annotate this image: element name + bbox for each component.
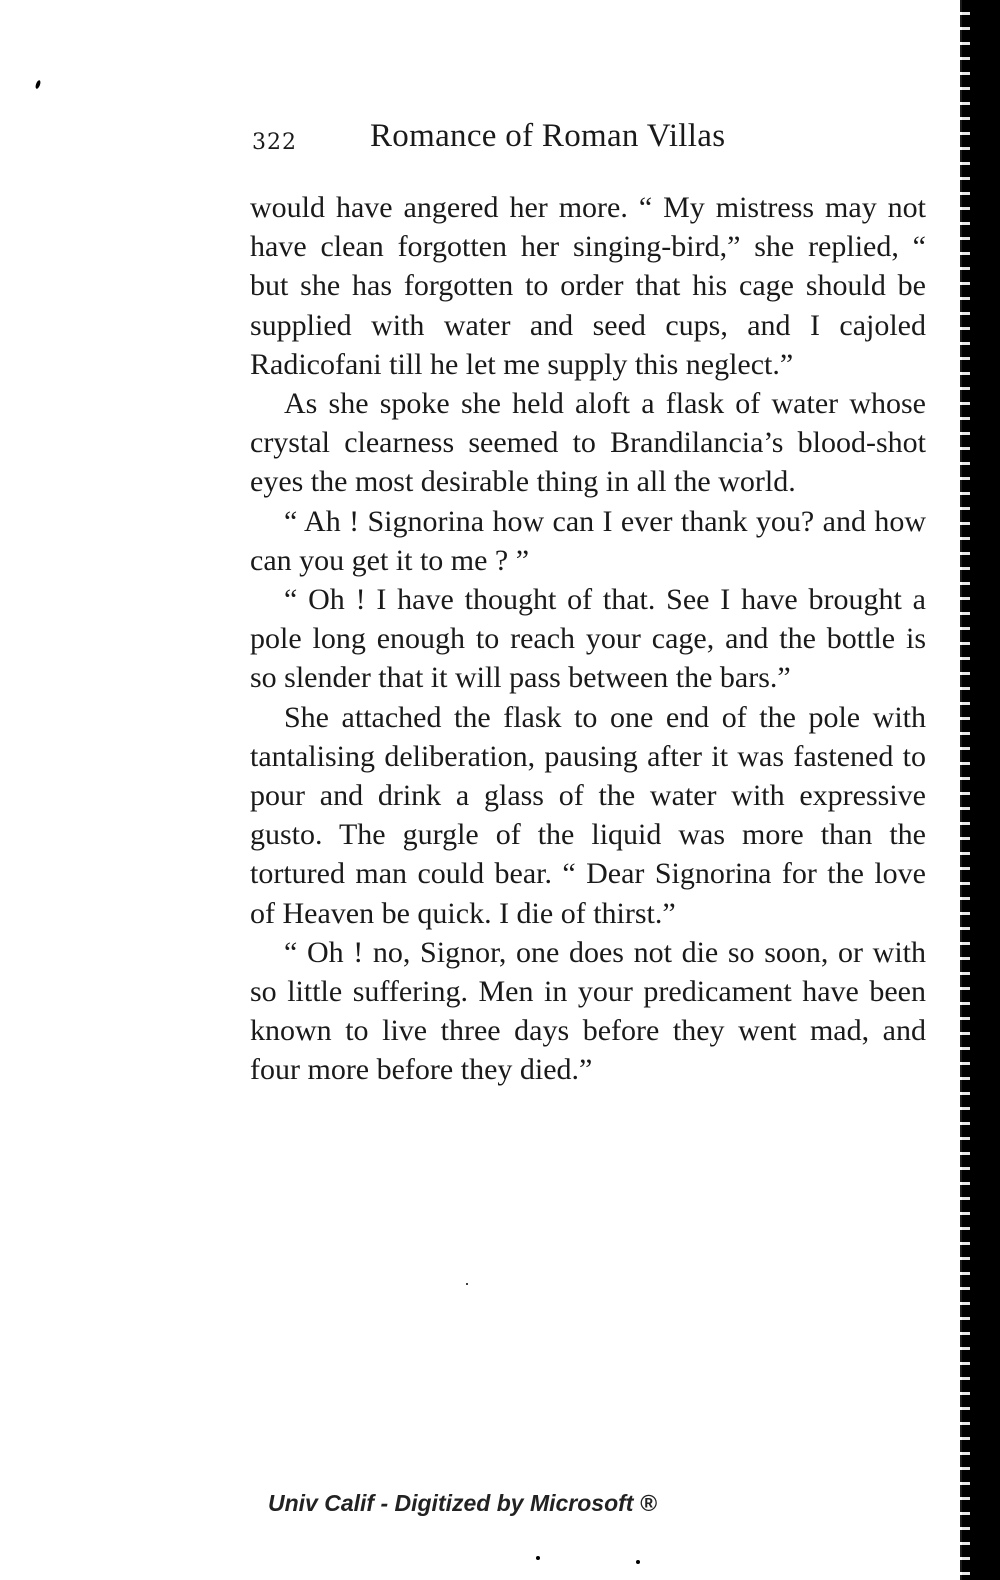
paragraph: She attached the flask to one end of the pole with tantalising deliberation, pausing after it was fastened to pour and drink a glass of the water with expressive gusto. The gurgle of the liquid was more than the tortured man could bear. “ Dear Signorina for the love of Heaven be quick. I die of thirst.” [250,700,926,930]
paragraph: would have angered her more. “ My mistress may not have clean forgotten her singing-bird,” she replied, “ but she has forgotten to order that his cage should be supplied with water and seed cups, and I cajoled Radicofani till he let me supply this neglect.” [250,191,926,381]
scan-speck [636,1560,640,1564]
body-text [250,188,926,1090]
paragraph: “ Oh ! no, Signor, one does not die so soon, or with so little suffering. Men in your predicament have been known to live three days before they went mad, and four more before they died.” [250,935,926,1087]
scan-speck [466,1283,468,1285]
paragraph: “ Oh ! I have thought of that. See I have brought a pole long enough to reach your cage, and the bottle is so slender that it will pass between the bars.” [250,583,926,695]
running-title: Romance of Roman Villas [370,118,726,154]
scan-edge-jag [960,0,970,1580]
page-header [252,118,932,162]
scan-speck [536,1556,540,1560]
digitization-watermark: Univ Calif - Digitized by Microsoft ® [268,1490,657,1516]
page-number: 322 [252,130,297,155]
paragraph: “ Ah ! Signorina how can I ever thank you? and how can you get it to me ? ” [250,504,926,577]
paragraph: As she spoke she held aloft a flask of water whose crystal clearness seemed to Brandilancia’s blood-shot eyes the most desirable thing in all the world. [250,387,926,499]
scan-speck [35,80,42,90]
